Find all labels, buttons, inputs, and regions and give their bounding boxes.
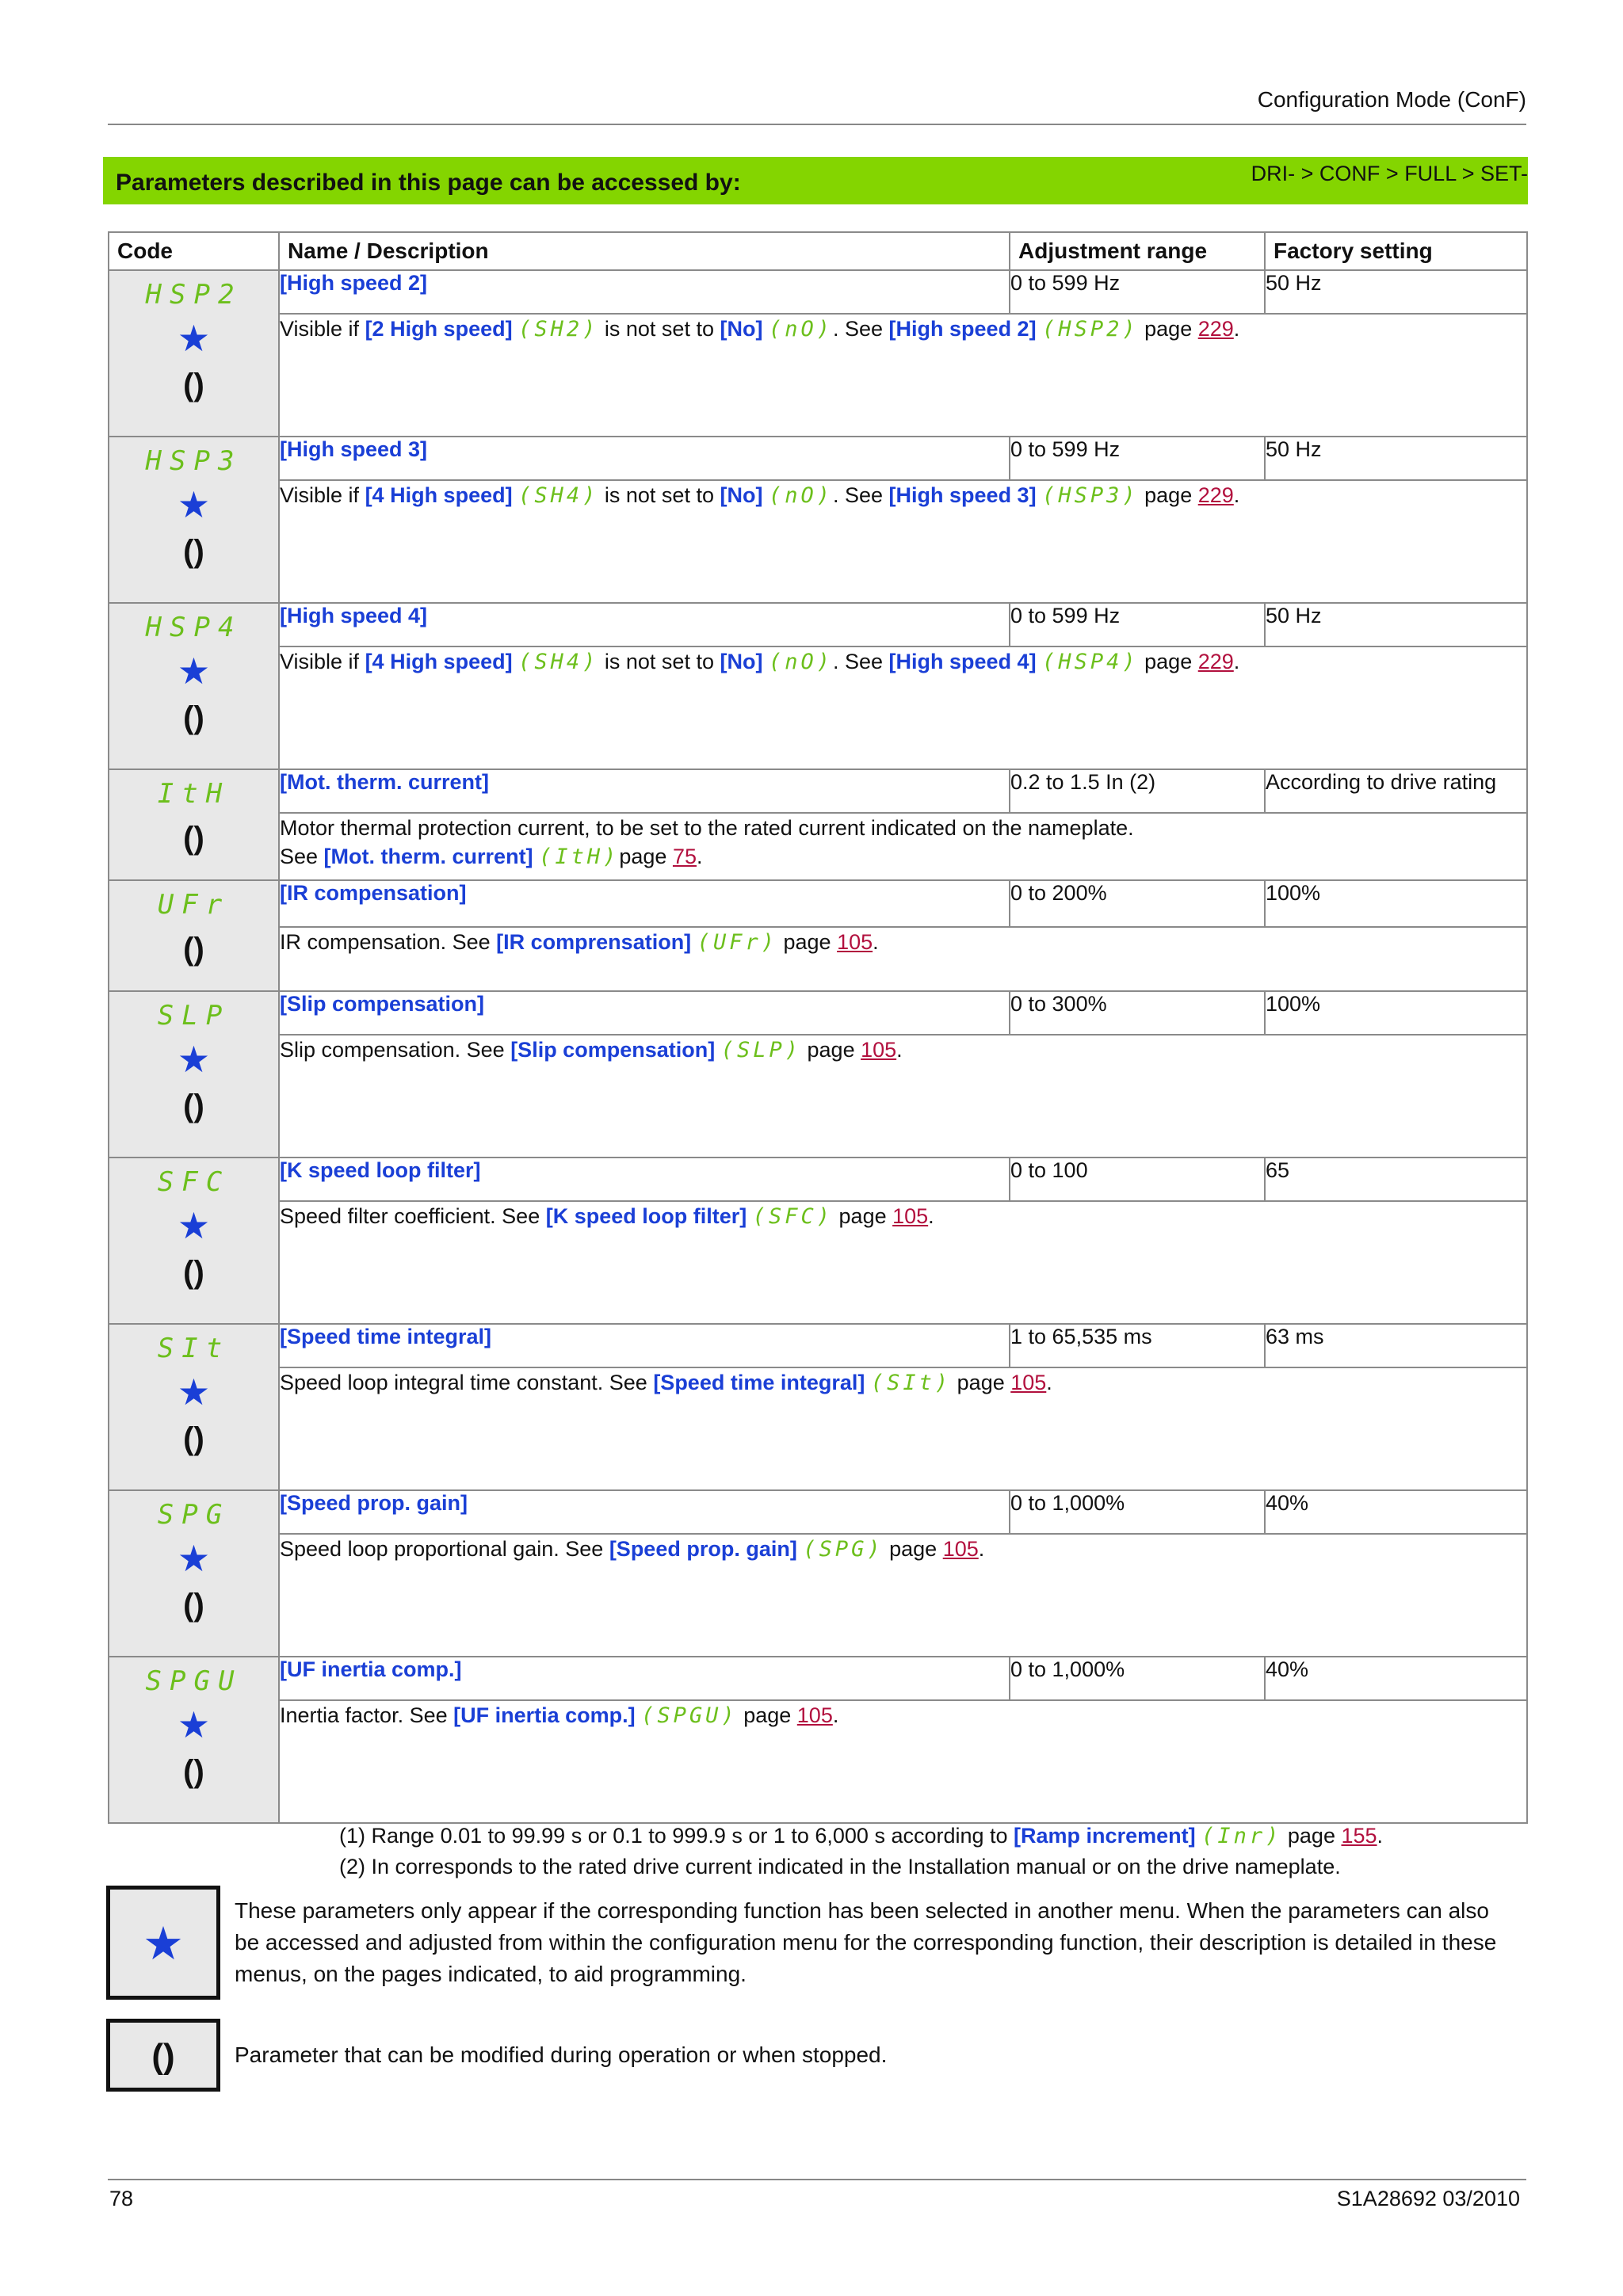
- table-row-description: [109, 646, 1527, 769]
- table-row: [109, 769, 1527, 813]
- text-segment: .: [1233, 649, 1240, 673]
- parameter-code: SPG: [157, 1499, 231, 1531]
- adjustment-range: 0 to 599 Hz: [1010, 603, 1265, 646]
- parameter-description: [279, 1534, 1527, 1657]
- page-link[interactable]: 105: [1010, 1370, 1047, 1394]
- parameter-description: [279, 1201, 1527, 1324]
- star-icon: ★: [177, 1371, 211, 1413]
- parameter-ref: [IR comprensation]: [496, 929, 692, 954]
- text-segment: [513, 650, 519, 673]
- display-code: (SPGU): [641, 1703, 738, 1728]
- cycle-icon: (): [183, 1255, 204, 1290]
- text-segment: .: [896, 1037, 903, 1062]
- text-segment: [533, 845, 540, 868]
- header-range: Adjustment range: [1010, 232, 1265, 270]
- table-header-row: [109, 232, 1527, 270]
- parameter-name: [Slip compensation]: [279, 991, 1010, 1035]
- parameter-name: [Mot. therm. current]: [279, 769, 1010, 813]
- footnote-2: (2) In corresponds to the rated drive current indicated in the Installation manual or on the drive nameplate.: [339, 1855, 1341, 1878]
- parameter-name: [High speed 4]: [279, 603, 1010, 646]
- text-segment: See: [280, 844, 324, 868]
- parameter-code-cell: [109, 1490, 279, 1657]
- parameter-ref: [2 High speed]: [365, 316, 513, 341]
- parameter-name: [High speed 2]: [279, 270, 1010, 314]
- page-link[interactable]: 105: [796, 1703, 833, 1727]
- table-row: [109, 437, 1527, 480]
- star-icon: ★: [177, 484, 211, 525]
- display-code: (Inr): [1201, 1824, 1282, 1848]
- parameter-name: [Speed time integral]: [279, 1324, 1010, 1367]
- text-segment: Speed loop proportional gain. See: [280, 1536, 609, 1561]
- text-segment: . See: [833, 316, 889, 341]
- text-segment: .: [873, 929, 879, 954]
- page-link[interactable]: 105: [942, 1536, 979, 1561]
- star-icon: ★: [143, 1918, 184, 1970]
- text-segment: Speed loop integral time constant. See: [280, 1370, 654, 1394]
- parameter-description: [279, 927, 1527, 991]
- parameter-ref: [Speed prop. gain]: [609, 1536, 797, 1561]
- table-row-description: [109, 480, 1527, 603]
- parameter-description: [279, 646, 1527, 769]
- parameter-description: [279, 314, 1527, 437]
- text-segment: [513, 483, 519, 507]
- text-segment: page: [883, 1536, 943, 1561]
- text-segment: [1037, 317, 1043, 341]
- page-link[interactable]: 105: [861, 1037, 897, 1062]
- page-link[interactable]: 75: [672, 844, 697, 868]
- parameter-description: [279, 813, 1527, 880]
- parameter-code-cell: [109, 880, 279, 991]
- banner-path: DRI- > CONF > FULL > SET-: [1251, 162, 1528, 185]
- parameter-description: [279, 480, 1527, 603]
- text-segment: [1037, 483, 1043, 507]
- page-link[interactable]: 155: [1341, 1824, 1377, 1848]
- factory-setting: 40%: [1265, 1657, 1527, 1700]
- text-segment: (1) Range 0.01 to 99.99 s or 0.1 to 999.9 s or 1 to 6,000 s according to: [339, 1824, 1014, 1848]
- display-code: (SH2): [518, 316, 599, 341]
- parameter-description: [279, 1367, 1527, 1490]
- star-icon: ★: [177, 1538, 211, 1579]
- access-banner: [103, 157, 1528, 204]
- parameter-name: [Speed prop. gain]: [279, 1490, 1010, 1534]
- text-segment: [747, 1204, 753, 1228]
- text-segment: . See: [833, 482, 889, 507]
- factory-setting: 63 ms: [1265, 1324, 1527, 1367]
- parameter-ref: [Ramp increment]: [1014, 1824, 1196, 1848]
- text-segment: page: [619, 844, 673, 868]
- parameter-code: ItH: [157, 778, 231, 810]
- adjustment-range: 0.2 to 1.5 In (2): [1010, 769, 1265, 813]
- text-segment: [691, 930, 697, 954]
- text-segment: page: [801, 1037, 861, 1062]
- display-code: (SIt): [870, 1370, 952, 1395]
- star-icon: ★: [177, 1704, 211, 1745]
- star-icon: ★: [177, 318, 211, 359]
- header-rule: [108, 124, 1526, 125]
- text-segment: .: [928, 1203, 934, 1228]
- text-segment: Visible if: [280, 482, 365, 507]
- text-segment: [1196, 1824, 1202, 1848]
- text-segment: Speed filter coefficient. See: [280, 1203, 546, 1228]
- text-segment: page: [777, 929, 838, 954]
- header-title: Configuration Mode (ConF): [1257, 87, 1526, 112]
- display-code: (ItH): [539, 844, 620, 869]
- factory-setting: 100%: [1265, 991, 1527, 1035]
- table-row-description: [109, 314, 1527, 437]
- parameter-code: SFC: [157, 1166, 231, 1198]
- parameter-code-cell: [109, 270, 279, 437]
- star-icon: ★: [177, 1039, 211, 1080]
- parameter-code-cell: [109, 1324, 279, 1490]
- parameter-name: [IR compensation]: [279, 880, 1010, 927]
- text-segment: [715, 1038, 721, 1062]
- text-segment: Motor thermal protection current, to be set to the rated current indicated on the nameplate.: [280, 815, 1134, 840]
- parameter-ref: [4 High speed]: [365, 649, 513, 673]
- legend-star-box: [106, 1886, 220, 2000]
- parameter-ref: [High speed 3]: [888, 482, 1037, 507]
- text-segment: Inertia factor. See: [280, 1703, 454, 1727]
- table-row: [109, 603, 1527, 646]
- table-row: [109, 1158, 1527, 1201]
- display-code: (HSP3): [1042, 482, 1139, 508]
- display-code: (SH4): [518, 482, 599, 508]
- text-segment: .: [1233, 482, 1240, 507]
- display-code: (SPG): [803, 1536, 884, 1562]
- parameter-code-cell: [109, 991, 279, 1158]
- cycle-icon: (): [151, 2037, 175, 2076]
- page-link[interactable]: 229: [1197, 482, 1234, 507]
- table-row-description: [109, 1367, 1527, 1490]
- parameters-table: [108, 231, 1528, 1824]
- page-number: 78: [109, 2187, 134, 2210]
- factory-setting: 65: [1265, 1158, 1527, 1201]
- text-segment: [762, 317, 769, 341]
- display-code: (SFC): [752, 1203, 834, 1229]
- display-code: (UFr): [697, 929, 777, 955]
- parameter-code: SPGU: [145, 1665, 242, 1697]
- legend-star-text: These parameters only appear if the corresponding function has been selected in another menu. When the parameters can also be accessed and adjusted from within the configuration menu for the corresponding function, their description is detailed in these menus, on the pages indicated, to aid programming.: [235, 1898, 1497, 1986]
- parameter-code-cell: [109, 437, 279, 603]
- factory-setting: 50 Hz: [1265, 270, 1527, 314]
- text-segment: .: [832, 1703, 839, 1727]
- display-code: (HSP4): [1042, 649, 1139, 674]
- parameter-code: SIt: [157, 1333, 231, 1364]
- text-segment: [762, 483, 769, 507]
- parameter-code: HSP3: [145, 445, 242, 477]
- table-row: [109, 1324, 1527, 1367]
- factory-setting: 40%: [1265, 1490, 1527, 1534]
- text-segment: [762, 650, 769, 673]
- cycle-icon: (): [183, 821, 204, 856]
- parameter-code-cell: [109, 1158, 279, 1324]
- header-code: Code: [109, 232, 279, 270]
- parameter-name: [K speed loop filter]: [279, 1158, 1010, 1201]
- table-row-description: [109, 1035, 1527, 1158]
- text-segment: page: [737, 1703, 797, 1727]
- star-icon: ★: [177, 650, 211, 692]
- adjustment-range: 0 to 599 Hz: [1010, 270, 1265, 314]
- factory-setting: 50 Hz: [1265, 437, 1527, 480]
- text-segment: is not set to: [598, 649, 720, 673]
- adjustment-range: 1 to 65,535 ms: [1010, 1324, 1265, 1367]
- text-segment: . See: [833, 649, 889, 673]
- parameter-code: HSP4: [145, 612, 242, 643]
- factory-setting: According to drive rating: [1265, 769, 1527, 813]
- text-segment: IR compensation. See: [280, 929, 497, 954]
- parameter-ref: [No]: [720, 649, 763, 673]
- adjustment-range: 0 to 300%: [1010, 991, 1265, 1035]
- text-segment: page: [1138, 649, 1198, 673]
- star-icon: ★: [177, 1205, 211, 1246]
- parameter-code: HSP2: [145, 279, 242, 311]
- parameter-description: [279, 1700, 1527, 1823]
- adjustment-range: 0 to 100: [1010, 1158, 1265, 1201]
- parameter-name: [High speed 3]: [279, 437, 1010, 480]
- adjustment-range: 0 to 200%: [1010, 880, 1265, 927]
- text-segment: is not set to: [598, 482, 720, 507]
- text-segment: page: [1281, 1824, 1342, 1848]
- table-row: [109, 1657, 1527, 1700]
- legend-cycle-box: [106, 2019, 220, 2092]
- table-row-description: [109, 813, 1527, 880]
- text-segment: page: [1138, 482, 1198, 507]
- table-row: [109, 880, 1527, 927]
- parameter-name: [UF inertia comp.]: [279, 1657, 1010, 1700]
- parameter-ref: [UF inertia comp.]: [453, 1703, 636, 1727]
- adjustment-range: 0 to 1,000%: [1010, 1657, 1265, 1700]
- parameter-ref: [Mot. therm. current]: [323, 844, 533, 868]
- parameter-ref: [Slip compensation]: [510, 1037, 716, 1062]
- text-segment: [513, 317, 519, 341]
- display-code: (nO): [768, 482, 833, 508]
- factory-setting: 100%: [1265, 880, 1527, 927]
- legend-cycle-text: Parameter that can be modified during operation or when stopped.: [235, 2042, 888, 2067]
- header-name: Name / Description: [279, 232, 1010, 270]
- text-segment: Visible if: [280, 316, 365, 341]
- parameter-code-cell: [109, 769, 279, 880]
- table-row: [109, 1490, 1527, 1534]
- document-ref: S1A28692 03/2010: [1336, 2187, 1520, 2210]
- display-code: (nO): [768, 649, 833, 674]
- text-segment: is not set to: [598, 316, 720, 341]
- text-segment: .: [1046, 1370, 1052, 1394]
- table-row-description: [109, 1534, 1527, 1657]
- adjustment-range: 0 to 1,000%: [1010, 1490, 1265, 1534]
- cycle-icon: (): [183, 1588, 204, 1623]
- text-segment: Slip compensation. See: [280, 1037, 511, 1062]
- cycle-icon: (): [183, 1421, 204, 1456]
- table-row: [109, 991, 1527, 1035]
- parameter-ref: [No]: [720, 482, 763, 507]
- header-factory: Factory setting: [1265, 232, 1527, 270]
- footnote-1: [339, 1821, 1383, 1852]
- table-row-description: [109, 1700, 1527, 1823]
- text-segment: [1037, 650, 1043, 673]
- page-link[interactable]: 105: [837, 929, 873, 954]
- parameter-ref: [High speed 2]: [888, 316, 1037, 341]
- parameter-code-cell: [109, 1657, 279, 1823]
- table-row-description: [109, 927, 1527, 991]
- page-link[interactable]: 229: [1197, 316, 1234, 341]
- text-segment: .: [1377, 1824, 1384, 1848]
- text-segment: [865, 1371, 871, 1394]
- adjustment-range: 0 to 599 Hz: [1010, 437, 1265, 480]
- table-row-description: [109, 1201, 1527, 1324]
- cycle-icon: (): [183, 368, 204, 402]
- text-segment: .: [696, 844, 703, 868]
- text-segment: .: [978, 1536, 985, 1561]
- parameter-ref: [4 High speed]: [365, 482, 513, 507]
- parameter-ref: [K speed loop filter]: [545, 1203, 747, 1228]
- footer-rule: [108, 2179, 1526, 2180]
- text-segment: page: [1138, 316, 1198, 341]
- parameter-ref: [No]: [720, 316, 763, 341]
- cycle-icon: (): [183, 534, 204, 569]
- text-segment: Visible if: [280, 649, 365, 673]
- parameter-description: [279, 1035, 1527, 1158]
- page-link[interactable]: 105: [892, 1203, 929, 1228]
- cycle-icon: (): [183, 932, 204, 967]
- display-code: (HSP2): [1042, 316, 1139, 341]
- cycle-icon: (): [183, 1089, 204, 1123]
- table-row: [109, 270, 1527, 314]
- parameter-code: UFr: [157, 889, 231, 921]
- text-segment: page: [951, 1370, 1011, 1394]
- parameter-ref: [Speed time integral]: [653, 1370, 865, 1394]
- text-segment: page: [833, 1203, 893, 1228]
- cycle-icon: (): [183, 700, 204, 735]
- page-link[interactable]: 229: [1197, 649, 1234, 673]
- factory-setting: 50 Hz: [1265, 603, 1527, 646]
- parameter-code-cell: [109, 603, 279, 769]
- display-code: (SLP): [720, 1037, 802, 1062]
- text-segment: .: [1233, 316, 1240, 341]
- parameter-ref: [High speed 4]: [888, 649, 1037, 673]
- parameter-code: SLP: [157, 1000, 231, 1032]
- cycle-icon: (): [183, 1754, 204, 1789]
- banner-text: Parameters described in this page can be accessed by:: [116, 170, 741, 196]
- display-code: (nO): [768, 316, 833, 341]
- footnotes: [339, 1821, 1383, 1882]
- display-code: (SH4): [518, 649, 599, 674]
